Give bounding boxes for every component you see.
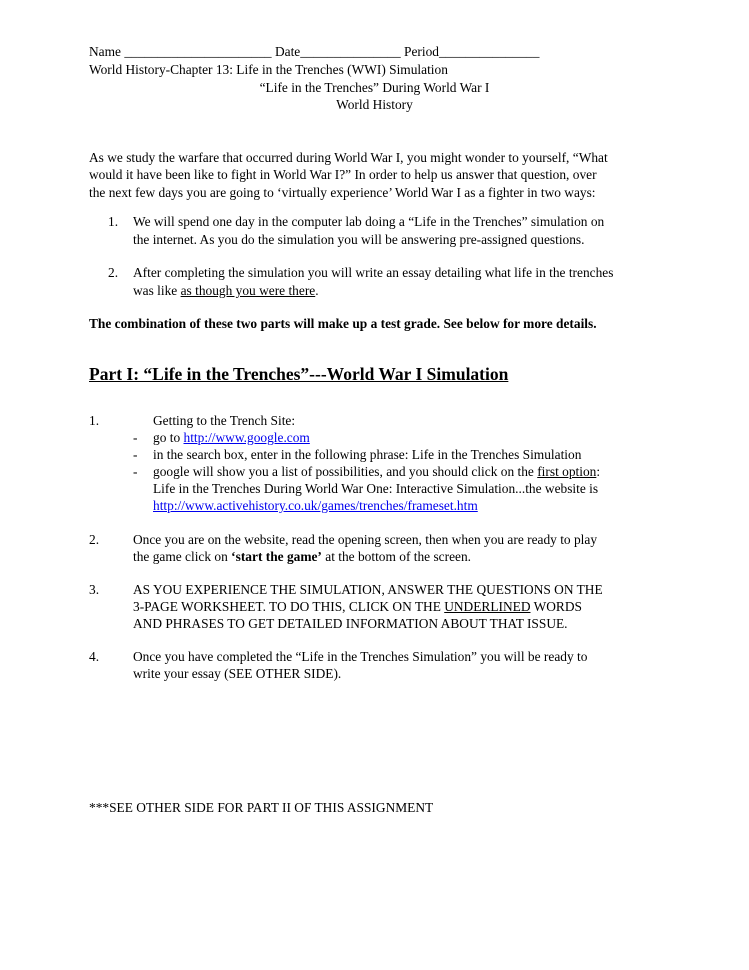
step-line <box>133 549 471 565</box>
text-segment: the game click on <box>133 549 232 564</box>
text-segment: . <box>315 283 319 298</box>
step-line <box>133 599 582 615</box>
step-number: 1. <box>89 413 100 428</box>
text-segment: at the bottom of the screen. <box>321 549 472 564</box>
bullet-continuation: Life in the Trenches During World War One: Interactive Simulation...the website is <box>153 481 599 496</box>
underlined-phrase: as though you were there <box>180 283 316 298</box>
step-line: Once you have completed the “Life in the Trenches Simulation” you will be ready to <box>133 649 588 664</box>
activehistory-link[interactable]: http://www.activehistory.co.uk/games/trenches/frameset.htm <box>153 498 478 513</box>
list-item-line <box>133 283 319 299</box>
step-heading: Getting to the Trench Site: <box>153 413 296 428</box>
document-subtitle: World History <box>336 97 413 112</box>
underlined-phrase: first option <box>537 464 597 479</box>
text-segment: google will show you a list of possibilities, and you should click on the <box>153 464 538 479</box>
course-line: World History-Chapter 13: Life in the Trenches (WWI) Simulation <box>89 62 448 77</box>
intro-line: As we study the warfare that occurred during World War I, you might wonder to yourself, “What <box>89 150 608 165</box>
text-segment: was like <box>133 283 181 298</box>
bullet-dash: - <box>133 464 138 479</box>
step-number: 4. <box>89 649 100 664</box>
name-date-period-line: Name ______________________ Date_______________ Period_______________ <box>89 44 540 59</box>
bullet-text <box>153 464 600 480</box>
intro-line: the next few days you are going to ‘virtually experience’ World War I as a fighter in two ways: <box>89 185 596 200</box>
list-number: 2. <box>108 265 119 280</box>
list-number: 1. <box>108 214 119 229</box>
document-title: “Life in the Trenches” During World War I <box>259 80 490 95</box>
underlined-phrase: UNDERLINED <box>444 599 531 614</box>
google-link[interactable]: http://www.google.com <box>183 430 310 445</box>
intro-line: would it have been like to fight in World War I?” In order to help us answer that question, over <box>89 167 597 182</box>
part-one-title: Part I: “Life in the Trenches”---World War I Simulation <box>89 364 509 384</box>
list-item-line: After completing the simulation you will write an essay detailing what life in the trenches <box>133 265 614 280</box>
list-item-line: We will spend one day in the computer lab doing a “Life in the Trenches” simulation on <box>133 214 605 229</box>
text-segment: 3-PAGE WORKSHEET. TO DO THIS, CLICK ON THE <box>133 599 445 614</box>
bullet-dash: - <box>133 430 138 445</box>
text-segment: : <box>596 464 601 479</box>
text-segment: go to <box>153 430 184 445</box>
footer-note: ***SEE OTHER SIDE FOR PART II OF THIS ASSIGNMENT <box>89 800 434 815</box>
bold-phrase: ‘start the game’ <box>231 549 322 564</box>
step-line: Once you are on the website, read the opening screen, then when you are ready to play <box>133 532 598 547</box>
step-number: 3. <box>89 582 100 597</box>
bullet-text: in the search box, enter in the following phrase: Life in the Trenches Simulation <box>153 447 582 462</box>
step-line: AS YOU EXPERIENCE THE SIMULATION, ANSWER THE QUESTIONS ON THE <box>133 582 603 597</box>
step-line: write your essay (SEE OTHER SIDE). <box>133 666 342 681</box>
test-grade-note: The combination of these two parts will make up a test grade. See below for more details. <box>89 316 597 331</box>
step-line: AND PHRASES TO GET DETAILED INFORMATION ABOUT THAT ISSUE. <box>133 616 568 631</box>
bullet-text <box>153 430 310 446</box>
bullet-dash: - <box>133 447 138 462</box>
step-number: 2. <box>89 532 100 547</box>
list-item-line: the internet. As you do the simulation you will be answering pre-assigned questions. <box>133 232 585 247</box>
text-segment: WORDS <box>530 599 582 614</box>
